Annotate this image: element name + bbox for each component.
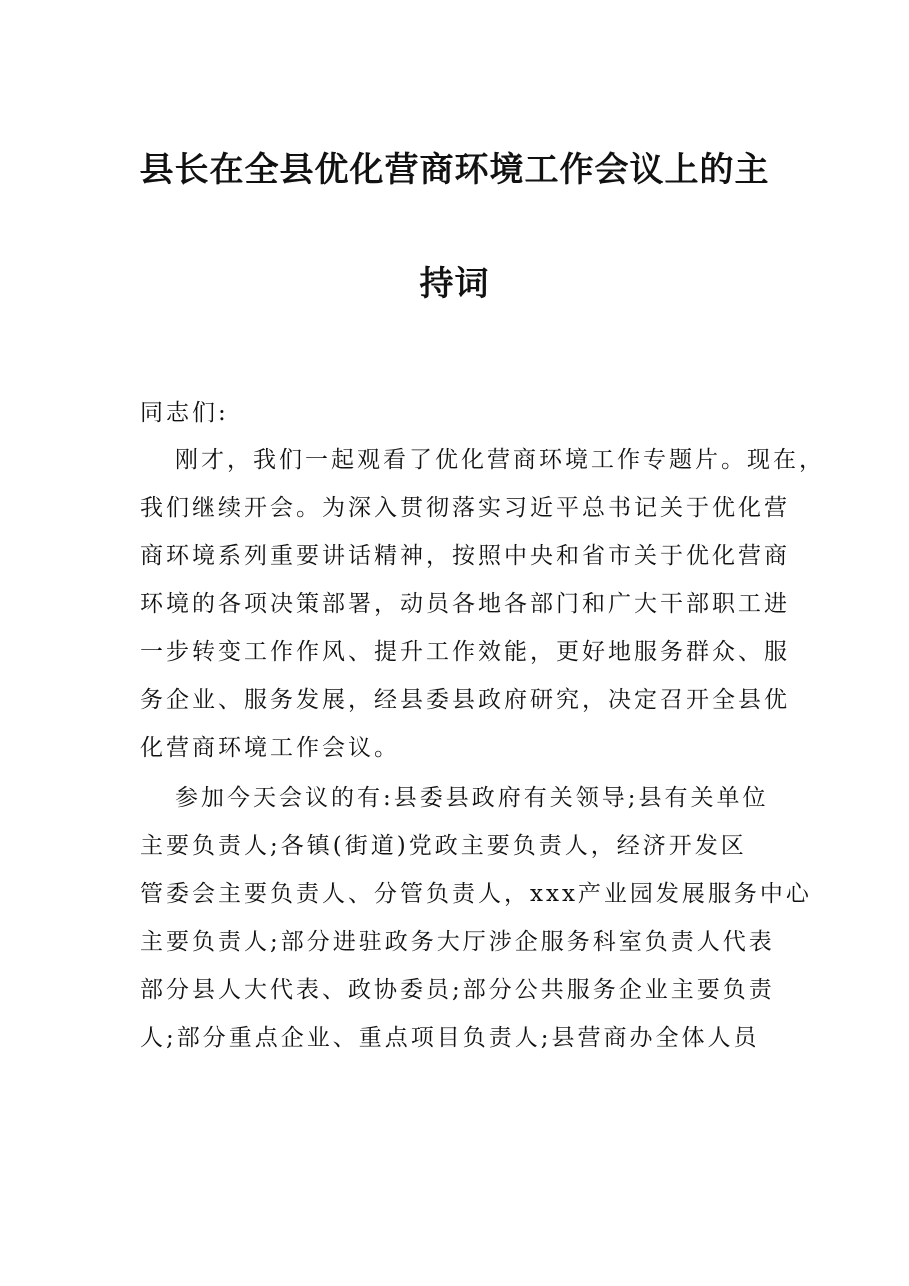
paragraph-2-line: 主要负责人;部分进驻政务大厅涉企服务科室负责人代表 — [140, 929, 775, 955]
paragraph-2-line: 人;部分重点企业、重点项目负责人;县营商办全体人员 — [140, 1025, 760, 1051]
paragraph-2-line: 部分县人大代表、政协委员;部分公共服务企业主要负责 — [140, 977, 775, 1003]
paragraph-1-line: 化营商环境工作会议。 — [140, 735, 400, 761]
paragraph-2-line: 管委会主要负责人、分管负责人，xxx产业园发展服务中心 — [140, 881, 812, 907]
paragraph-2-line: 主要负责人;各镇(街道)党政主要负责人，经济开发区 — [140, 833, 747, 859]
paragraph-1-line: 一步转变工作作风、提升工作效能，更好地服务群众、服 — [140, 639, 790, 665]
paragraph-1-line: 环境的各项决策部署，动员各地各部门和广大干部职工进 — [140, 591, 790, 617]
salutation: 同志们: — [140, 400, 229, 426]
document-title-line-1: 县长在全县优化营商环境工作会议上的主 — [139, 150, 770, 190]
paragraph-1-line: 务企业、服务发展，经县委县政府研究，决定召开全县优 — [140, 687, 790, 713]
paragraph-1-line: 刚才，我们一起观看了优化营商环境工作专题片。现在， — [175, 447, 825, 473]
paragraph-1-line: 商环境系列重要讲话精神，按照中央和省市关于优化营商 — [140, 543, 790, 569]
paragraph-2-line: 参加今天会议的有:县委县政府有关领导;县有关单位 — [175, 785, 769, 811]
document-title-line-2: 持词 — [419, 264, 490, 304]
paragraph-1-line: 我们继续开会。为深入贯彻落实习近平总书记关于优化营 — [140, 495, 790, 521]
